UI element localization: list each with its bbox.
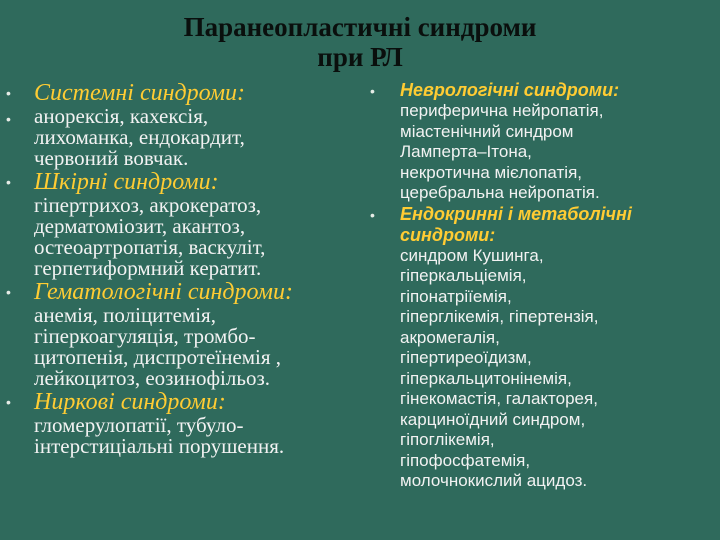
section-neurologic	[370, 80, 720, 204]
section-heading: Ниркові синдроми:	[34, 389, 226, 415]
section-heading: Ендокринні і метаболічні синдроми:	[400, 203, 632, 245]
section-renal	[0, 389, 372, 457]
section-skin	[0, 169, 372, 279]
section-heading: Гематологічні синдроми:	[34, 279, 293, 305]
section-body: периферична нейропатія, міастенічний синдром Ламперта–Ітона, некротична мієлопатія, церебральна нейропатія.	[400, 101, 604, 202]
bullet-icon: •	[6, 394, 11, 410]
section-body: анорексія, кахексія, лихоманка, ендокардит, червоний вовчак.	[34, 104, 245, 170]
title-line-1: Паранеопластичні синдроми	[183, 12, 537, 42]
bullet-icon: •	[370, 206, 375, 223]
section-heading: Неврологічні синдроми:	[400, 80, 620, 100]
section-body: гіпертрихоз, акрокератоз, дерматоміозит, акантоз, остеоартропатія, васкуліт, герпетиформний кератит.	[34, 193, 266, 280]
section-systemic	[0, 80, 372, 106]
section-endocrine	[370, 204, 720, 492]
section-body: синдром Кушинга, гіперкальціемія, гіпонатріїемія, гіперглікемія, гіпертензія, акромегалія, гіпертиреоїдизм, гіперкальцитонінемія, гінекомастія, галакторея, карциноїдний синдром, гіпоглікемія, гіпофосфатемія, молочнокислий ацидоз.	[400, 245, 599, 490]
bullet-icon: •	[6, 111, 11, 127]
bullet-icon: •	[370, 83, 375, 99]
section-heading: Шкірні синдроми:	[34, 169, 219, 195]
bullet-icon: •	[6, 174, 11, 190]
section-body: анемія, поліцитемія, гіперкоагуляція, тромбо- цитопенія, диспротеїнемія , лейкоцитоз, еозинофільоз.	[34, 303, 282, 390]
section-hematologic	[0, 279, 372, 389]
title-line-2: при РЛ	[317, 42, 403, 72]
section-body: гломерулопатії, тубуло- інтерстиціальні порушення.	[34, 413, 285, 458]
bullet-icon: •	[6, 284, 11, 300]
right-column	[370, 80, 720, 492]
left-column	[0, 80, 372, 457]
section-heading: Системні синдроми:	[34, 80, 246, 106]
bullet-icon: •	[6, 85, 11, 101]
section-systemic-list	[0, 106, 372, 169]
